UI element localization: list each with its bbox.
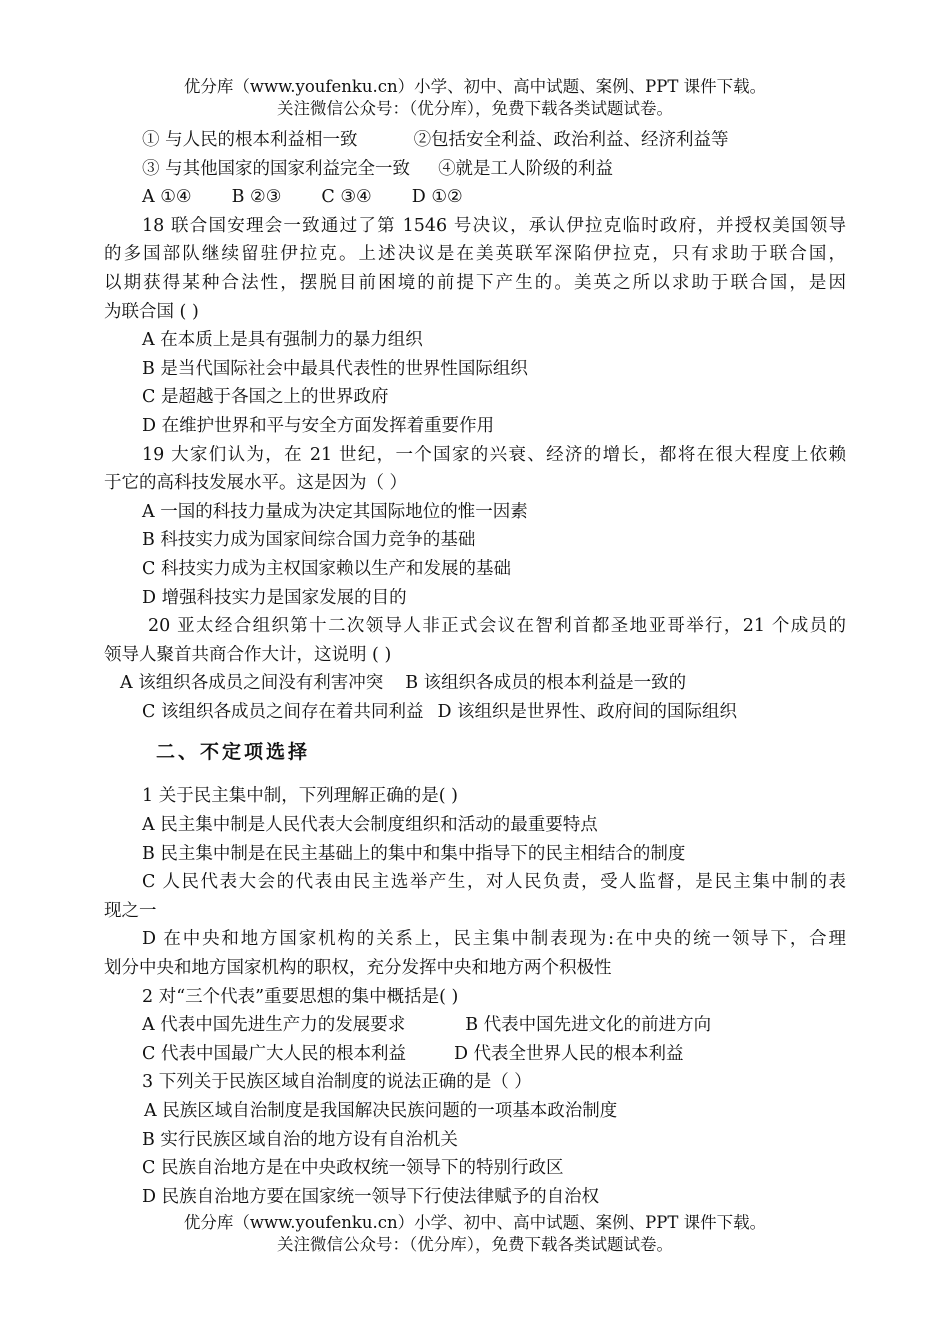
q17-choice-c: C ③④ [321,187,372,208]
q20-option-c: C 该组织各成员之间存在着共同利益 [142,701,424,722]
p3-stem: 3 下列关于民族区域自治制度的说法正确的是（ ） [142,1072,532,1093]
q17-option-4: ④就是工人阶级的利益 [438,158,614,179]
q18-stem-line-3: 以期获得某种合法性，摆脱目前困境的前提下产生的。美英之所以求助于联合国，是因 [104,272,846,293]
p1-stem: 1 关于民主集中制，下列理解正确的是( ) [142,786,458,807]
p3-option-a: A 民族区域自治制度是我国解决民族问题的一项基本政治制度 [144,1101,618,1121]
p2-option-c: C 代表中国最广大人民的根本利益 [142,1043,406,1064]
q20-option-a: A 该组织各成员之间没有利害冲突 [120,673,384,694]
q17-choice-a: A ①④ [142,187,192,208]
q19-stem-line-1: 19 大家们认为，在 21 世纪，一个国家的兴衰、经济的增长，都将在很大程度上依赖 [142,444,846,465]
p3-option-d: D 民族自治地方要在国家统一领导下行使法律赋予的自治权 [142,1186,600,1207]
q18-stem-line-4: 为联合国 ( ) [104,301,199,322]
p2-option-b: B 代表中国先进文化的前进方向 [465,1015,712,1036]
p1-option-d-line-2: 划分中央和地方国家机构的职权，充分发挥中央和地方两个积极性 [104,958,612,979]
q18-stem-line-2: 的多国部队继续留驻伊拉克。上述决议是在美英联军深陷伊拉克，只有求助于联合国， [104,244,846,265]
q17-option-1: ① 与人民的根本利益相一致 [142,130,358,150]
q18-option-b: B 是当代国际社会中最具代表性的世界性国际组织 [142,358,528,379]
p3-option-c: C 民族自治地方是在中央政权统一领导下的特别行政区 [142,1158,564,1179]
p2-options-row-2 [104,1040,846,1069]
p2-option-a: A 代表中国先进生产力的发展要求 [142,1015,406,1036]
q20-options-row-2 [104,698,846,727]
footer-line-2: 关注微信公众号：（优分库），免费下载各类试题试卷。 [277,1235,673,1254]
section-2-heading: 二、不定项选择 [156,741,311,764]
q19-option-b: B 科技实力成为国家间综合国力竞争的基础 [142,530,476,551]
footer-line-1: 优分库（www.youfenku.cn）小学、初中、高中试题、案例、PPT 课件下载。 [183,1213,767,1232]
p2-option-d: D 代表全世界人民的根本利益 [453,1043,684,1064]
q17-options-row-1 [104,126,846,155]
q17-choices [104,183,846,212]
q17-options-row-2 [104,155,846,184]
p1-option-d-line-1: D 在中央和地方国家机构的关系上，民主集中制表现为:在中央的统一领导下，合理 [142,929,846,950]
header-line-1: 优分库（www.youfenku.cn）小学、初中、高中试题、案例、PPT 课件下载。 [183,77,767,96]
p1-option-c-line-1: C 人民代表大会的代表由民主选举产生，对人民负责，受人监督，是民主集中制的表 [142,872,846,893]
p1-option-b: B 民主集中制是在民主基础上的集中和集中指导下的民主相结合的制度 [142,843,686,864]
q18-option-a: A 在本质上是具有强制力的暴力组织 [142,330,423,351]
p3-option-b: B 实行民族区域自治的地方设有自治机关 [142,1129,458,1150]
document-body [104,126,846,1211]
page-footer [0,1212,950,1256]
p1-option-a: A 民主集中制是人民代表大会制度组织和活动的最重要特点 [142,815,598,836]
q18-option-c: C 是超越于各国之上的世界政府 [142,387,389,408]
q17-choice-b: B ②③ [231,187,282,208]
header-line-2: 关注微信公众号：（优分库），免费下载各类试题试卷。 [277,99,673,118]
p1-option-c-line-2: 现之一 [104,900,157,921]
q20-option-d: D 该组织是世界性、政府间的国际组织 [437,701,738,722]
q20-stem-line-2: 领导人聚首共商合作大计，这说明 ( ) [104,644,392,665]
p2-stem: 2 对“三个代表”重要思想的集中概括是( ) [142,986,459,1007]
q17-option-3: ③ 与其他国家的国家利益完全一致 [142,158,411,179]
q18-stem-line-1: 18 联合国安理会一致通过了第 1546 号决议，承认伊拉克临时政府，并授权美国领导 [142,215,846,236]
p2-options-row-1 [104,1011,846,1040]
q18-option-d: D 在维护世界和平与安全方面发挥着重要作用 [142,415,495,436]
q20-option-b: B 该组织各成员的根本利益是一致的 [405,673,687,694]
q20-stem-line-1: 20 亚太经合组织第十二次领导人非正式会议在智利首都圣地亚哥举行，21 个成员的 [148,616,846,637]
q17-choice-d: D ①② [411,187,463,208]
page-header [0,76,950,120]
q17-option-2: ②包括安全利益、政治利益、经济利益等 [413,130,729,150]
q19-option-d: D 增强科技实力是国家发展的目的 [142,587,407,608]
q19-stem-line-2: 于它的高科技发展水平。这是因为（ ） [104,473,408,494]
q19-option-a: A 一国的科技力量成为决定其国际地位的惟一因素 [142,501,528,522]
q20-options-row-1 [104,669,846,698]
q19-option-c: C 科技实力成为主权国家赖以生产和发展的基础 [142,558,511,579]
